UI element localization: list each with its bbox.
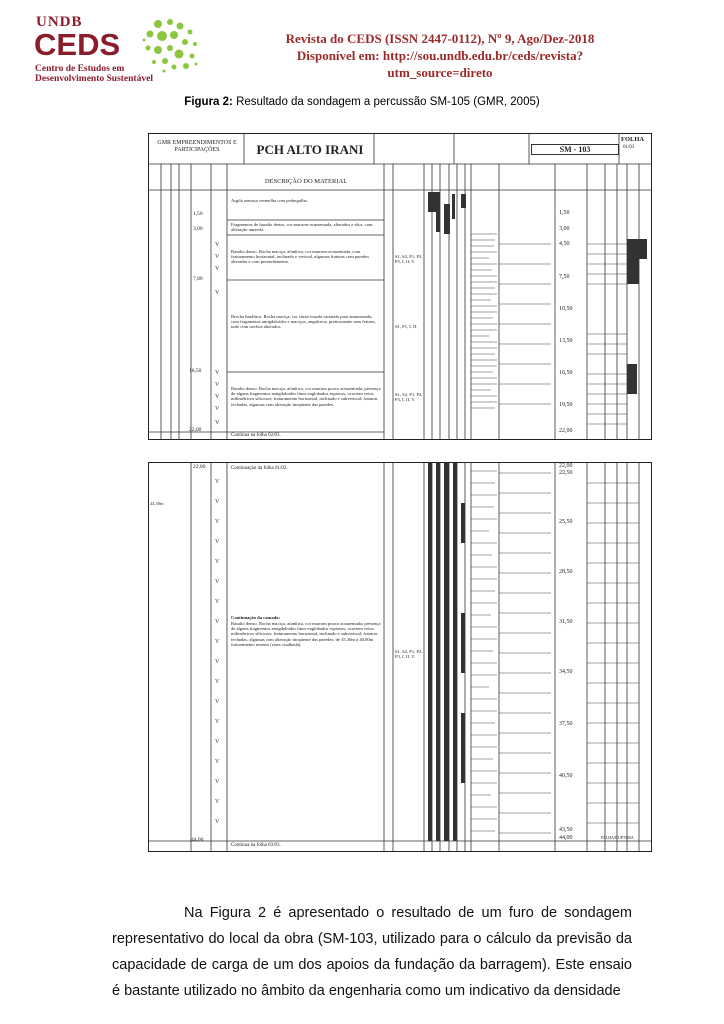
layer-depth: 22,00 xyxy=(189,427,202,433)
journal-logo xyxy=(34,14,204,84)
material-description: Argila arenosa vermelha com pedregulho. xyxy=(231,198,309,203)
boring-log-sheet-2 xyxy=(148,462,652,852)
boring-id: SM - 103 xyxy=(531,144,619,155)
material-description: Basalto denso. Rocha maciça, afanítica, cor marrom pouco acinzentada; presença de alguns fragmentos amigdaloides finos englobados esparsos; ocorrem veios milimétricos silicosos; fraturamento horizontal, inclinado e subvertical; fraturas fechadas, algumas com alteração incipiente das paredes; de 35,30m à 40,00m fraturamento intenso (zona cisalhada). xyxy=(231,621,381,647)
depth-mark: 16,50 xyxy=(559,370,573,376)
svg-text:V: V xyxy=(215,699,220,705)
svg-text:V: V xyxy=(215,719,220,725)
depth-mark: 3,00 xyxy=(559,226,570,232)
figure-label: Figura 2: xyxy=(184,96,233,108)
depth-mark: 31,50 xyxy=(559,619,573,625)
svg-text:V: V xyxy=(215,499,220,505)
layer-depth: 44,00 xyxy=(191,837,204,843)
depth-mark: 22,00 xyxy=(559,463,573,469)
depth-mark: 22,00 xyxy=(559,428,573,434)
journal-url: Disponível em: http://sou.undb.edu.br/ceds/revista?utm_source=direto xyxy=(296,48,584,80)
project-name: PCH ALTO IRANI xyxy=(256,142,364,157)
svg-text:V: V xyxy=(215,290,220,296)
tail-note: FALHA/RUPTURA xyxy=(601,835,634,840)
continuation-note: Continuação da folha 01/03. xyxy=(231,466,288,471)
depth-mark: 19,50 xyxy=(559,402,573,408)
depth-mark: 13,50 xyxy=(559,338,573,344)
depth-mark: 34,50 xyxy=(559,669,573,675)
depth-mark: 25,50 xyxy=(559,519,573,525)
depth-mark: 28,50 xyxy=(559,569,573,575)
sheet-label: FOLHA xyxy=(621,136,645,143)
depth-mark: 4,50 xyxy=(559,241,570,247)
svg-text:V: V xyxy=(215,559,220,565)
continues-note: Continua na folha 02/03. xyxy=(231,433,281,438)
depth-mark: 44,00 xyxy=(559,835,573,841)
alteration-code: S1, P1, I, II. xyxy=(395,324,418,329)
material-description: Basalto denso. Rocha maciça, afanítica, cor marrom-acinzentada, com fraturamento horizontal, inclinado e vertical, algumas fraturas com paredes alteradas e com preenchimento. xyxy=(231,249,370,265)
svg-text:V: V xyxy=(215,479,220,485)
svg-text:V: V xyxy=(215,539,220,545)
material-description: Basalto denso. Rocha maciça, afanítica, cor marrom pouco acinzentada; presença de alguns fragmentos amigdaloides finos englobados esparsos; ocorrem veios milimétricos silicosos; fraturamento horizontal, inclinado e subvertical; fraturas fechadas, algumas com alteração incipiente das paredes. xyxy=(231,386,381,407)
svg-text:V: V xyxy=(215,599,220,605)
svg-text:V: V xyxy=(215,519,220,525)
svg-text:V: V xyxy=(215,579,220,585)
svg-text:V: V xyxy=(215,394,220,400)
figure-caption xyxy=(0,96,724,108)
svg-text:V: V xyxy=(215,639,220,645)
alteration-code: S1, S2, P1, P2, P3, I, II, V. xyxy=(395,649,423,660)
depth-mark: 10,50 xyxy=(559,306,573,312)
layer-depth: 22,00 xyxy=(193,464,206,470)
description-title: Continuação da camada: xyxy=(231,615,281,620)
journal-title: Revista do CEDS (ISSN 2447-0112), Nº 9, Ago/Dez-2018 xyxy=(285,31,595,46)
logo-ceds-text: CEDS xyxy=(34,27,121,62)
depth-mark: 1,50 xyxy=(559,210,570,216)
continues-note: Continua na folha 03/03. xyxy=(231,843,281,848)
layer-depth: 7,80 xyxy=(193,276,203,282)
depth-mark: 22,50 xyxy=(559,470,573,476)
company-name: GMR EMPREENDIMENTOS E PARTICIPAÇÕES xyxy=(157,140,237,153)
sheet-number: 01/03 xyxy=(623,145,635,150)
svg-text:V: V xyxy=(215,779,220,785)
depth-mark: 37,50 xyxy=(559,721,573,727)
journal-info xyxy=(260,30,620,81)
boring-log-sheet-1 xyxy=(148,133,652,440)
description-header: DESCRIÇÃO DO MATERIAL xyxy=(264,178,348,185)
svg-text:V: V xyxy=(215,266,220,272)
depth-mark: 43,50 xyxy=(559,827,573,833)
svg-text:V: V xyxy=(215,370,220,376)
material-description: Brecha basáltica. Rocha maciça, cor cinza-rosada variando para amarronada, com fragmentos amigdaloides e maciços, angulosos; praticamente sem fratura, tudo com trechos alterados. xyxy=(231,314,376,330)
svg-text:V: V xyxy=(215,420,220,426)
paragraph-text: Na Figura 2 é apresentado o resultado de um furo de sondagem representativo do local da obra (SM-103, utilizado para o cálculo da previsão da capacidade de carga de um dos apoios da fundação da barragem). Este ensaio é bastante utilizado no âmbito da engenharia como um indicativo da densidade xyxy=(112,905,632,999)
alteration-code: S1, S2, P1, P3, P5, I, II, V. xyxy=(395,254,423,265)
layer-depth: 1,50 xyxy=(193,211,203,217)
svg-text:V: V xyxy=(215,254,220,260)
svg-text:V: V xyxy=(215,819,220,825)
logo-undb-text: UNDB xyxy=(36,14,83,30)
water-level: 24,50m xyxy=(150,501,164,506)
material-description: Fragmentos de basalto denso, cor marrom-acinzentada, alterados e sãos, com alteração amarela. xyxy=(231,222,373,233)
svg-text:V: V xyxy=(215,679,220,685)
svg-text:V: V xyxy=(215,739,220,745)
figure-caption-text: Resultado da sondagem a percussão SM-105 (GMR, 2005) xyxy=(236,96,540,108)
svg-text:V: V xyxy=(215,799,220,805)
svg-text:V: V xyxy=(215,659,220,665)
svg-text:V: V xyxy=(215,406,220,412)
depth-mark: 7,50 xyxy=(559,274,570,280)
alteration-code: S1, S2, P1, P2, P3, I, II, V. xyxy=(395,392,423,403)
svg-text:V: V xyxy=(215,382,220,388)
body-paragraph xyxy=(112,900,632,1004)
svg-text:V: V xyxy=(215,759,220,765)
svg-text:V: V xyxy=(215,242,220,248)
depth-mark: 40,50 xyxy=(559,773,573,779)
layer-depth: 3,00 xyxy=(193,226,203,232)
logo-dots-icon xyxy=(138,16,202,76)
layer-depth: 16,50 xyxy=(189,368,202,374)
svg-text:V: V xyxy=(215,619,220,625)
logo-subtitle: Centro de Estudos em Desenvolvimento Sustentável xyxy=(35,64,153,84)
